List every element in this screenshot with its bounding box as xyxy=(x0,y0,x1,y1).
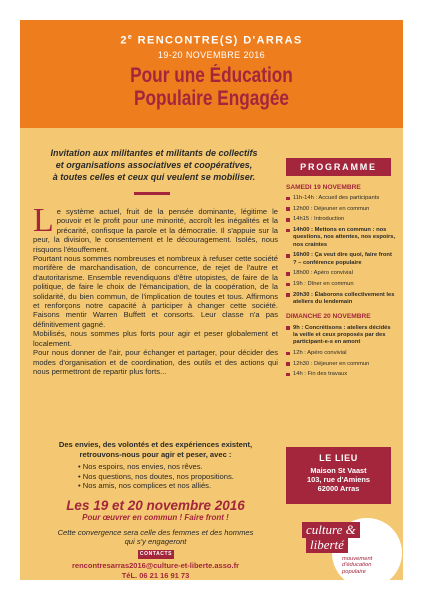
header-banner xyxy=(20,20,403,128)
square-bullet-icon xyxy=(286,352,290,356)
square-bullet-icon xyxy=(286,197,290,201)
programme-activity: : Accueil des participants xyxy=(313,195,380,202)
programme-activity: : Mettons en commun : nos questions, nos attentes, nos espoirs, nos craintes xyxy=(293,226,396,248)
square-bullet-icon xyxy=(286,326,290,330)
programme-item xyxy=(286,216,396,223)
programme-time: 12h30 xyxy=(293,360,310,367)
programme-activity: : Introduction xyxy=(309,216,345,223)
body-paragraph: Le système actuel, fruit de la pensée dominante, légitime le pouvoir et le profit pour une minorité, accroît les inégalités et la précarité, confisque la parole et la démocratie. Il s'appuie sur la peur, la division, le consentement et le découragement. Isolés, nous risquons l'étouffement. xyxy=(33,202,278,254)
programme-activity: : Déjeuner en commun xyxy=(309,205,370,212)
programme-time: 12h00 xyxy=(293,205,310,212)
venue-street: 103, rue d'Amiens xyxy=(307,475,370,484)
edition-heading: 2e RENCONTRE(S) D'ARRAS xyxy=(120,34,303,47)
square-bullet-icon xyxy=(286,362,290,366)
programme-item xyxy=(286,270,396,277)
contacts-badge: CONTACTS xyxy=(139,551,173,557)
list-item: • Nos questions, nos doutes, nos propositions. xyxy=(78,472,234,482)
programme-day-label: DIMANCHE 20 NOVEMBRE xyxy=(286,313,371,321)
square-bullet-icon xyxy=(286,272,290,276)
programme-activity: : Élaborons collectivement les ateliers du lendemain xyxy=(293,291,395,305)
programme-time: 16h00 xyxy=(293,252,310,259)
main-title-line1: Pour une Éducation xyxy=(130,64,293,87)
event-date-highlight: Les 19 et 20 novembre 2016 xyxy=(66,498,245,513)
event-dates: 19-20 NOVEMBRE 2016 xyxy=(157,50,266,60)
intro-text: Invitation aux militantes et militants de collectifs et organisations associatives et coopératives, à toutes celles et ceux qui veulent se mobiliser. xyxy=(50,148,258,182)
programme-item xyxy=(286,371,396,378)
body-paragraph: Mobilisés, nous sommes plus forts pour agir et peser globalement et localement. xyxy=(33,329,278,348)
main-title-line2: Populaire Engagée xyxy=(133,87,290,110)
square-bullet-icon xyxy=(286,373,290,377)
culture-et-liberte-logo xyxy=(302,514,402,580)
body-paragraph: Pourtant nous sommes nombreuses et nombreux à refuser cette société mortifère de marchandisation, de concurrence, de rejet de l'autre et d'autoritarisme. Ensemble revendiquons d'être utopistes, de faire de la politique, de faire le choix de l'émancipation, de la coopération, de la solidarité, du bien commun, de l'implication de toutes et tous. Affirmons et renforçons notre capacité à participer à changer cette société. Faisons mentir Warren Buffett et consorts. Leur classe n'a pas définitivement gagné. xyxy=(33,254,278,329)
programme-time: 14h15 xyxy=(293,216,310,223)
square-bullet-icon xyxy=(286,283,290,287)
venue-city: 62000 Arras xyxy=(317,484,360,493)
programme-activity: : Concrétisons : ateliers décidés la veille et ceux proposés par des participant-e-s en amont xyxy=(293,324,391,346)
square-bullet-icon xyxy=(286,207,290,211)
programme-item xyxy=(286,350,396,357)
programme-time: 20h30 xyxy=(293,291,310,298)
logo-subtitle: mouvement d'éducation populaire xyxy=(342,556,373,575)
body-text xyxy=(33,202,278,376)
programme-activity: : Déjeuner en commun xyxy=(309,360,370,367)
programme-item xyxy=(286,195,396,202)
programme-time: 19h xyxy=(293,280,303,287)
programme-item xyxy=(286,292,396,307)
venue-name: Maison St Vaast xyxy=(310,466,367,475)
programme-item xyxy=(286,281,396,288)
programme-heading: PROGRAMME xyxy=(286,158,391,176)
programme-time: 11h-14h xyxy=(293,195,314,202)
programme-item xyxy=(286,206,396,213)
programme-item xyxy=(286,325,396,347)
programme-time: 12h xyxy=(293,349,303,356)
programme-activity: : Fin des travaux xyxy=(302,371,348,378)
programme-day-label: SAMEDI 19 NOVEMBRE xyxy=(286,184,361,191)
programme-item xyxy=(286,361,396,368)
contact-phone[interactable]: TéL. 06 21 16 91 73 xyxy=(121,571,190,580)
convergence-text-line2: qui s'y engageront xyxy=(124,537,187,546)
list-item: • Nos amis, nos complices et nos alliés. xyxy=(78,481,234,491)
programme-time: 14h xyxy=(293,371,303,378)
programme-time: 14h00 xyxy=(293,226,310,233)
square-bullet-icon xyxy=(286,218,290,222)
body-paragraph: Pour nous donner de l'air, pour échanger et partager, pour décider des modes d'organisation et de coordination, des outils et des actions qui nous permettront de repartir plus forts... xyxy=(33,348,278,376)
flyer-page xyxy=(20,20,403,580)
square-bullet-icon xyxy=(286,229,290,233)
desires-list xyxy=(78,462,234,491)
programme-activity: : Dîner en commun xyxy=(302,280,354,287)
programme-time: 9h xyxy=(293,324,300,331)
logo-wordmark: culture & liberté xyxy=(302,522,374,552)
programme-activity: : Ça veut dire quoi, faire front ? – conférence populaire xyxy=(293,252,392,266)
convergence-text: Cette convergence sera celle des femmes et des hommes xyxy=(57,528,254,537)
square-bullet-icon xyxy=(286,254,290,258)
contact-email-link[interactable]: rencontresarras2016@culture-et-liberte.asso.fr xyxy=(72,561,239,570)
programme-activity: : Apéro convivial xyxy=(309,270,353,277)
programme-item xyxy=(286,227,396,249)
venue-title: LE LIEU xyxy=(319,453,358,463)
event-tagline: Pour œuvrer en commun ! Faire front ! xyxy=(82,513,229,522)
list-item: • Nos espoirs, nos envies, nos rêves. xyxy=(78,462,234,472)
divider-dash xyxy=(134,192,170,195)
programme-list xyxy=(286,183,396,379)
square-bullet-icon xyxy=(286,293,290,297)
desires-heading: Des envies, des volontés et des expériences existent, retrouvons-nous pour agir et peser, avec : xyxy=(58,440,253,459)
programme-time: 18h00 xyxy=(293,270,310,277)
programme-item xyxy=(286,252,396,267)
venue-box xyxy=(286,447,391,504)
programme-activity: : Apéro convivial xyxy=(302,349,347,356)
